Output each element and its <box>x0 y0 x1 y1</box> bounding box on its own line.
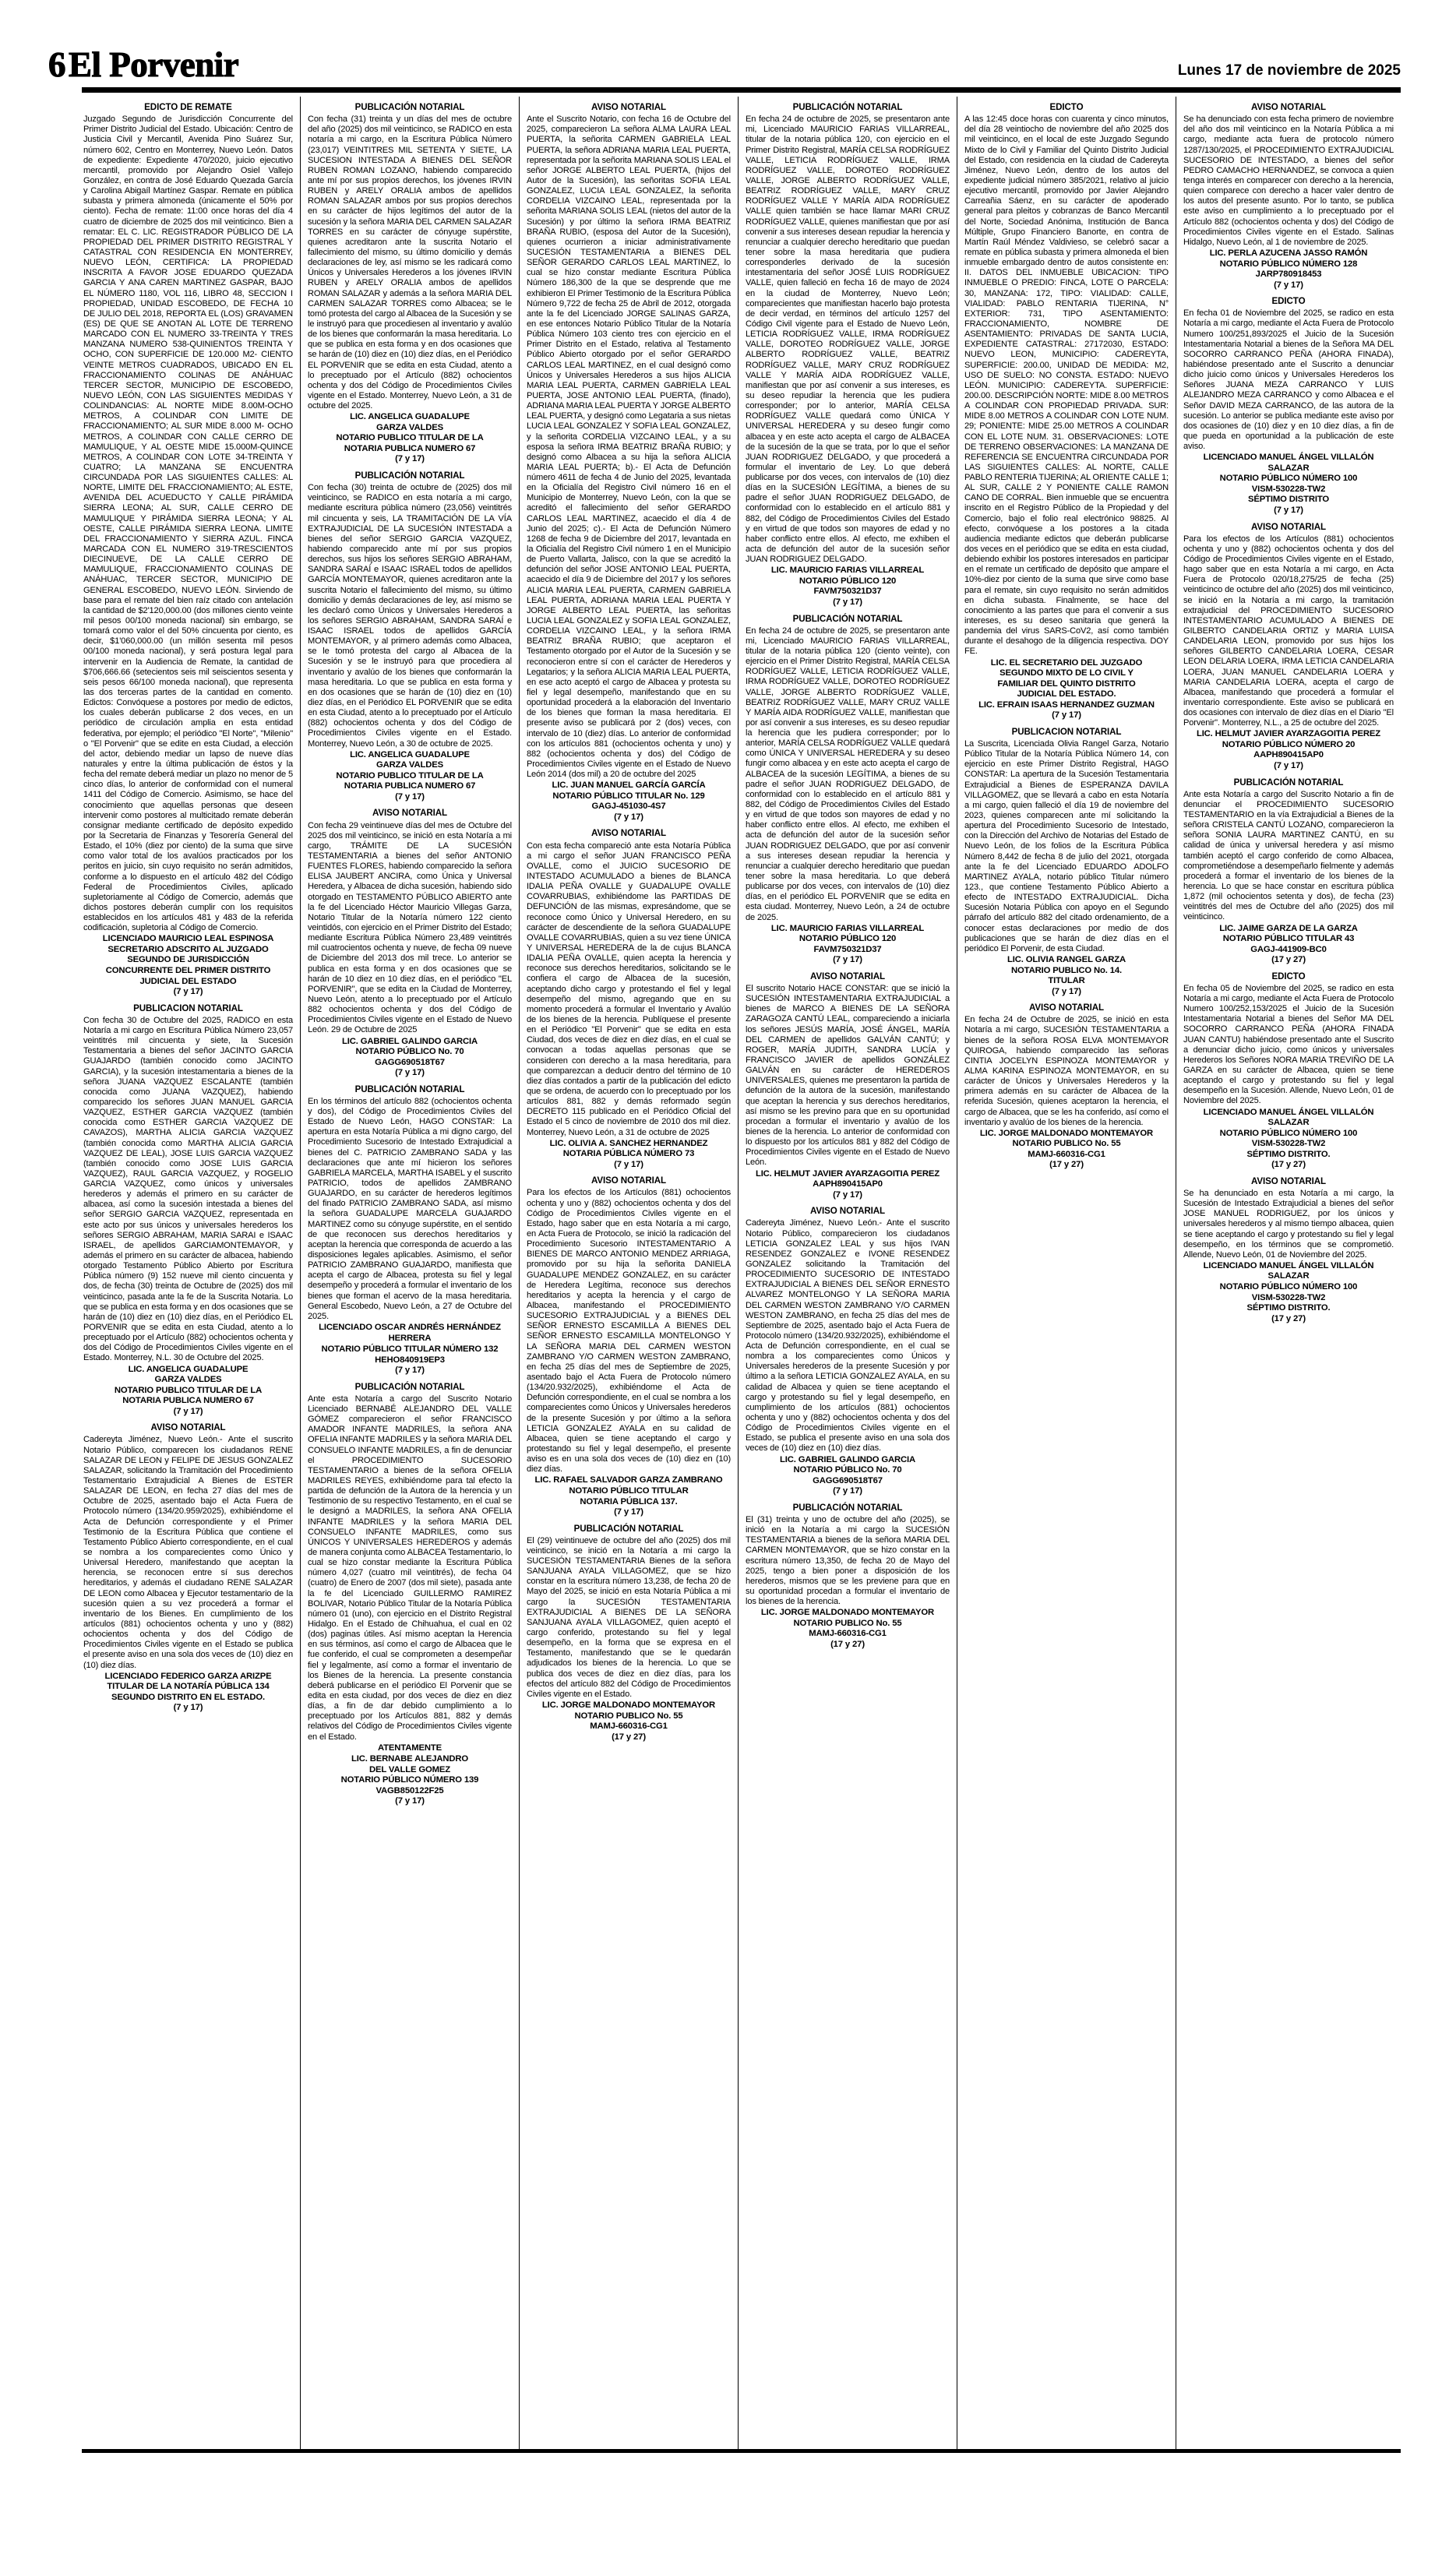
ad-publication-dates: (7 y 17) <box>395 791 425 802</box>
masthead-brand <box>48 45 239 84</box>
masthead-date: Lunes 17 de noviembre de 2025 <box>1177 62 1401 79</box>
ad-heading: PUBLICACIÓN NOTARIAL <box>354 470 465 481</box>
ad-heading: PUBLICACIÓN NOTARIAL <box>354 1084 465 1094</box>
ad-signature-line: NOTARIO PUBLICO TITULAR DE LA <box>336 770 484 781</box>
classified-ad <box>308 470 512 803</box>
ad-body-text: Con esta fecha compareció ante esta Notaría Pública a mi cargo el señor JUAN FRANCISCO PEÑA OVALLE, como el JUICIO SUCESORIO DE INTESTADO ACUMULADO a bienes de BLANCA IDALIA PEÑA OVALLE y GUADALUPE OVALLE COVARRUBIAS, exhibiéndome las PARTIDAS DE DEFUNCIÓN de las mismas, expresándome, que se reconoce como Único y Universal Heredero, en su carácter de descendiente de la señora GUADALUPE OVALLE COVARRUBIAS, quien a su vez tiene ÚNICA Y UNIVERSAL HEREDERA de la de cujus BLANCA IDALIA PEÑA OVALLE, quien acepta la herencia y reconoce sus derechos hereditarios, solicitando se le confiera el cargo de Albacea de la sucesión, aceptando dicho cargo y protestando el fiel y legal desempeño del mismo, agregando que en su momento procederá a formular el Inventario y Avalúo de los bienes de la herencia. Publíquese el presente en el Periódico "El Porvenir" que se edita en esta Ciudad, dos veces de diez en diez días, en el cual se convocan a todas aquellas personas que se consideren con derecho a la masa hereditaria, para que comparezcan a deducir dentro del término de 10 diez días contados a partir de la publicación del edicto que se ordena, de acuerdo con lo preceptuado por los artículos 881, 882 y demás reformado según DECRETO 115 publicado en el Periódico Oficial del Estado el 5 cinco de noviembre de 2010 dos mil diez. Monterrey, Nuevo León, a 31 de octubre de 2025 <box>527 840 731 1137</box>
classified-ad <box>746 971 950 1200</box>
ad-signature-block <box>964 955 1169 997</box>
column-1 <box>82 97 301 2449</box>
ad-signature-line: GAGJ-441909-BC0 <box>1250 944 1327 954</box>
ad-signature-line: LIC. GABRIEL GALINDO GARCIA <box>780 1454 915 1464</box>
ad-signature-line: NOTARIO PUBLICO No. 14. <box>1011 965 1122 975</box>
ad-signature-line: AAPH890415AP0 <box>1253 750 1324 760</box>
masthead <box>33 0 1416 87</box>
ad-signature-line: NOTARIO PÚBLICO TITULAR NÚMERO 132 <box>321 1344 499 1355</box>
ad-signature-block <box>1183 1108 1394 1171</box>
ad-signature-block <box>527 1139 731 1171</box>
ad-publication-dates: (7 y 17) <box>614 1507 643 1517</box>
ad-signature-line: LIC. EFRAIN ISAAS HERNANDEZ GUZMAN <box>978 700 1155 710</box>
ad-signature-line: SÉPTIMO DISTRITO. <box>1246 1303 1331 1313</box>
ad-signature-line: NOTARIO PUBLICO No. 55 <box>574 1711 683 1721</box>
classified-ad <box>527 1524 731 1743</box>
ad-signature-block <box>527 781 731 823</box>
page-number: 6 <box>48 45 65 84</box>
ad-signature-line: TITULAR <box>1048 976 1085 986</box>
ad-signature-block <box>308 1344 512 1376</box>
ad-heading: AVISO NOTARIAL <box>591 102 667 112</box>
ad-publication-dates: (17 y 27) <box>612 1732 646 1742</box>
ad-signature-block <box>83 1365 293 1418</box>
ad-signature-line: VAGB850122F25 <box>375 1785 444 1795</box>
ad-signature-block <box>1183 1261 1394 1324</box>
ad-signature-block <box>527 1475 731 1517</box>
ad-signature-line: FAMILIAR DEL QUINTO DISTRITO <box>997 678 1136 689</box>
classified-ad <box>746 1503 950 1651</box>
ad-signature-line: LICENCIADO MANUEL ÁNGEL VILLALÓN SALAZAR <box>1203 1107 1374 1128</box>
ad-signature-block <box>308 1037 512 1079</box>
ad-signature-line: GAGG690518T67 <box>813 1475 883 1485</box>
ad-signature-block <box>1183 248 1394 291</box>
ad-signature-line: GARZA VALDES <box>375 422 444 432</box>
classified-ad <box>964 102 1169 721</box>
ad-signature-line: LIC. JUAN MANUEL GARCÍA GARCÍA <box>552 781 706 791</box>
classified-ad <box>1183 296 1394 516</box>
ad-signature-line: VISM-530228-TW2 <box>1251 1292 1326 1302</box>
ad-heading: PUBLICACION NOTARIAL <box>133 1003 243 1013</box>
ad-signature-line: LICENCIADO MANUEL ÁNGEL VILLALÓN SALAZAR <box>1203 1260 1374 1281</box>
ad-heading: AVISO NOTARIAL <box>1250 102 1327 112</box>
ad-signature-line: LIC. EL SECRETARIO DEL JUZGADO <box>990 657 1143 668</box>
ad-heading: EDICTO DE REMATE <box>144 102 232 112</box>
ad-signature-block <box>746 1169 950 1201</box>
ad-signature-line: NOTARIO PÚBLICO NÚMERO 100 <box>1219 1282 1358 1292</box>
ad-body-text: Para los efectos de los Artículos (881) ochocientos ochenta y uno y (882) ochocientos ochenta y dos del Código de Procedimientos Civiles vigente en el Estado, hago saber que en esta Notaría a mi cargo, en Acta Fuera de Protocolo 020/18,275/25 de fecha (25) veinticinco de octubre del año (2025) dos mil veinticinco, se inició en la Notaría a mi cargo, la tramitación extrajudicial del PROCEDIMIENTO SUCESORIO INTESTAMENTARIO ACUMULADO A BIENES DE GILBERTO CANDELARIA ORTIZ y MARIA LUISA CANDELARIA LEON, promovido por sus hijos los señores GILBERTO CANDELARIA LOERA, CESAR LEON DELARIA LOERA, IRMA LETICIA CANDELARIA LOERA, JUAN MANUEL CANDELARIA LOERA y MARIA CANDELARIA LOERA, acepta el cargo de Albacea, manifestando que procederá a formular el inventario correspondiente. Este aviso se publicará en dos ocasiones con intervalo de diez días en el Diario "El Porvenir". Monterrey, N.L., a 25 de octubre del 2025. <box>1183 534 1394 728</box>
ad-publication-dates: (17 y 27) <box>1271 1313 1306 1323</box>
ad-heading: PUBLICACIÓN NOTARIAL <box>354 1381 465 1392</box>
ad-body-text: Ante esta Notaría a cargo del Suscrito Notario Licenciado BERNABÉ ALEJANDRO DEL VALLE GÓMEZ comparecieron el señor FRANCISCO AMADOR INFANTE MADRILES, la señora ANA OFELIA INFANTE MADRILES y la señora MARIA DEL CONSUELO INFANTE MADRILES, a fin de denunciar el PROCEDIMIENTO SUCESORIO TESTAMENTARIO a bienes de la señora OFELIA MADRILES REYES, exhibiéndome para tal efecto la partida de defunción de la Autora de la herencia y un Testimonio de su respectivo Testamento, en el cual se le designó a MADRILES, la señora ANA OFELIA INFANTE MADRILES y la señora MARIA DEL CONSUELO INFANTE MADRILES, como sus ÚNICOS Y UNIVERSALES HEREDEROS y además de manera conjunta como ALBACEA Testamentario, lo cual se hizo constar mediante la Escritura Pública número 4,027 (cuatro mil veintitrés), de fecha 04 (cuatro) de Enero de 2007 (dos mil siete), pasada ante la fe del Licenciado GUILLERMO RAMIREZ BOLIVAR, Notario Público Titular de la Notaría Pública número 01 (uno), con ejercicio en el Distrito Registral Hidalgo. En el Estado de Chihuahua, el cual en 02 (dos) paginas útiles. Así mismo aceptan la Herencia en sus términos, así como el cargo de Albacea que le fue conferido, el cual se comprometen a desempeñar fiel y legalmente, así como a formar el inventario de los Bienes de la herencia. La presente constancia deberá publicarse en el periódico El Porvenir que se edita en esta ciudad, por dos veces de diez en diez días, a fin de dar debido cumplimiento a lo preceptuado por los Artículos 881, 882 y demás relativos del Código de Procedimientos Civiles vigente en el Estado. <box>308 1394 512 1742</box>
classified-ad <box>964 1003 1169 1171</box>
ad-heading: AVISO NOTARIAL <box>1250 521 1327 532</box>
bottom-rule <box>82 2449 1401 2453</box>
ad-heading: EDICTO <box>1271 971 1306 981</box>
column-4 <box>739 97 957 2449</box>
ad-body-text: Ante el Suscrito Notario, con fecha 16 de Octubre del 2025, comparecieron La señora ALMA LAURA LEAL PUERTA, la señorita CARMEN GABRIELA LEAL PUERTA, la señora ADRIANA MARIA LEAL PUERTA, representada por la señorita MARIANA SOLIS LEAL el señor JORGE ALBERTO LEAL PUERTA, (hijos del Autor de la Sucesión), las señoritas SOFIA LEAL GONZALEZ, LUCIA LEAL GONZALEZ, la señorita CORDELIA VIZCAINO LEAL, representada por la señorita MARIANA SOLIS LEAL (nietos del autor de la Sucesión) y por último la señora IRMA BEATRIZ BRAÑA RUBIO, (esposa del Autor de la Sucesión), quienes ocurrieron a iniciar administrativamente SUCESIÓN TESTAMENTARIA a BIENES DEL SEÑOR GERARDO CARLOS LEAL MARTINEZ, lo cual se hizo constar mediante Escritura Pública Número 186,300 de la que se desprende que me exhibieron El Primer Testimonio de la Escritura Pública Número 9,722 de fecha 25 de Abril de 2012, otorgada ante la fe del Licenciado JORGE SALINAS GARZA, en ese entonces Notario Público Titular de la Notaría Pública Número 103 ciento tres con ejercicio en el Primer Distrito en el Estado, relativa al Testamento Público Abierto otorgado por el señor GERARDO CARLOS LEAL MARTINEZ, en el cual designó como Únicos y Universales Herederos a sus hijos ALICIA MARIA LEAL PUERTA, CARMEN GABRIELA LEAL PUERTA, JOSE ANTONIO LEAL PUERTA, (finado), ADRIANA MARIA LEAL PUERTA Y JORGE ALBERTO LEAL PUERTA, y designó como Legataria a sus nietas LUCIA LEAL GONZALEZ Y SOFIA LEAL GONZALEZ, y la señorita CORDELIA VIZCAINO LEAL, y a su esposa la señora IRMA BEATRIZ BRAÑA RUBIO; y designó como Albacea a su hija la señora ALICIA MARIA LEAL PUERTA; b).- El Acta de Defunción número 4611 de fecha 4 de Junio del 2025, levantada en la Oficialía del Registro Civil número 16 en el Municipio de Monterrey, Nuevo León, con la que se acreditó el fallecimiento del señor GERARDO CARLOS LEAL MARTINEZ, acaecido el día 4 de Junio del 2025; c).- El Acta de Defunción Número 1268 de fecha 9 de Diciembre del 2017, levantada en la Oficialía del Registro Civil número 1 en el Municipio de Puerto Vallarta, Jalisco, con la que se acreditó la defunción del señor JOSE ANTONIO LEAL PUERTA, acaecido el día 9 de Diciembre del 2017 y los señores ALICIA MARIA LEAL PUERTA, CARMEN GABRIELA LEAL PUERTA, ADRIANA MARIA LEAL PUERTA Y JORGE ALBERTO LEAL PUERTA, las señoritas LUCIA LEAL GONZALEZ y SOFIA LEAL GONZALEZ, CORDELIA VIZCAINO LEAL, y la señora IRMA BEATRIZ BRAÑA RUBIO; que aceptaron el Testamento otorgado por el Autor de la Sucesión y se reconocieron entre sí con el carácter de Herederos y Legatarios; y la señora ALICIA MARIA LEAL PUERTA, en ese acto aceptó el cargo de Albacea y protesta su fiel y legal desempeño, manifestando que en su oportunidad procederá a la elaboración del Inventario de los bienes que forman la masa hereditaria. El presente aviso se publicará por 2 (dos) veces, con intervalo de 10 (diez) días. Lo anterior de conformidad con los artículos 881 (ochocientos ochenta y uno) y 882 (ochocientos ochenta y dos) del Código de Procedimientos Civiles vigente en el Estado de Nuevo León 2014 (dos mil) a 20 de octubre del 2025 <box>527 115 731 780</box>
ad-body-text: En fecha 24 de octubre de 2025, se presentaron ante mi, Licenciado MAURICIO FARIAS VILLARREAL, titular de la notaria pública 120 (ciento veinte), con ejercicio en el Primer Distrito Registral, MARÍA CELSA RODRÍGUEZ VALLE, LETICIA RODRÍGUEZ VALLE, IRMA RODRÍGUEZ VALLE, DOROTEO RODRÍGUEZ VALLE, JORGE ALBERTO RODRÍGUEZ VALLE, BEATRIZ RODRÍGUEZ VALLE, MARY CRUZ VALLE Y MARÍA AIDA RODRÍGUEZ VALLE, manifiestan que por así convenir a sus intereses, es su deseo repudiar la herencia que les pudiera corresponder; por lo anterior, MARÍA CELSA RODRÍGUEZ VALLE quedará como ÚNICA Y UNIVERSAL HEREDERA y su deseo fungir como albacea y en este acto acepta el cargo de ALBACEA de la sucesión LEGÍTIMA, a bienes de su padre el señor JUAN RODRIGUEZ DELGADO, de conformidad con lo establecido en el artículo 881 y 882, del Código de Procedimientos Civiles del Estado y en virtud de que todos son mayores de edad y no haber conflicto entre ellos. Al efecto, me exhiben el acta de defunción del autor de la sucesión señor JUAN RODRIGUEZ DELGADO, que por así convenir a sus intereses desean repudiar la herencia y renunciar a cualquier derecho hereditario que puedan tener sobre la masa hereditaria. Lo que deberá publicarse por dos veces, con intervalos de (10) diez días, en el periódico EL PORVENIR que se edita en esta ciudad. Monterrey, Nuevo León, a 24 de octubre de 2025. <box>746 625 950 922</box>
ad-heading: AVISO NOTARIAL <box>809 971 886 981</box>
ad-signature-line: NOTARIO PÚBLICO NÚMERO 20 <box>1222 739 1356 749</box>
ad-signature-line: NOTARIO PÚBLICO 120 <box>799 934 897 944</box>
classified-ad <box>1183 102 1394 291</box>
ad-signature-line: MAMJ-660316-CG1 <box>809 1629 887 1639</box>
ad-signature-line: LIC. RAFAEL SALVADOR GARZA ZAMBRANO <box>534 1475 723 1485</box>
ad-signature-block <box>83 934 293 997</box>
ad-signature-line: GARZA VALDES <box>375 760 444 770</box>
classified-ad <box>308 102 512 465</box>
ad-publication-dates: (7 y 17) <box>833 1189 862 1200</box>
publication-title: El Porvenir <box>69 45 239 84</box>
ad-signature-line: NOTARIO PÚBLICO NÚMERO 100 <box>1219 1128 1358 1138</box>
ad-signature-block <box>746 566 950 608</box>
ad-signature-line: LICENCIADO MANUEL ÁNGEL VILLALÓN SALAZAR <box>1203 453 1374 473</box>
classified-ad <box>746 614 950 966</box>
classified-ad <box>527 1175 731 1517</box>
ad-signature-line: FAVM750321D37 <box>813 944 882 954</box>
ad-signature-line: AAPH890415AP0 <box>813 1179 883 1189</box>
ad-signature-line: FAVM750321D37 <box>813 587 882 597</box>
ad-signature-line: NOTARIA PUBLICA NUMERO 67 <box>344 781 476 791</box>
ad-signature-line: SÉPTIMO DISTRITO <box>1247 495 1330 505</box>
classified-ad <box>1183 522 1394 772</box>
ad-body-text: En fecha 24 de Octubre de 2025, se inició en esta Notaría a mi cargo, SUCESIÓN TESTAMENTARIA a bienes de la señora ROSA ELVA MONTEMAYOR QUIROGA, habiendo comparecido las señoras CINTIA JOCELYN ESPINOZA MONTEMAYOR y ALMA KARINA ESPINOZA MONTEMAYOR, en su carácter de Únicos y Universales Herederos y la primera además en su carácter de Albacea de la referida Sucesión, quienes aceptaron la herencia, el cargo de Albacea, que se les ha conferido, así como el inventario y avalúo de los bienes de la herencia. <box>964 1015 1169 1127</box>
ad-publication-dates: (7 y 17) <box>395 1796 425 1806</box>
ad-signature-line: SEGUNDO DE JURISDICCIÓN <box>127 955 249 965</box>
ad-signature-block <box>1183 453 1394 516</box>
ad-body-text: En fecha 01 de Noviembre del 2025, se radico en esta Notaría a mi cargo, mediante el Acta Fuera de Protocolo Numero 100/251,893/2025 el Juicio de la Sucesión Intestamentaria Notarial a bienes de la Señora MA DEL SOCORRO CARRANCO PEÑA (AHORA FINADA), habiéndose presentado ante el Suscrito a denunciar dicho juicio como únicos y Universales Herederos los Señores JUANA MEZA CARRANCO Y LUIS ALEJANDRO MEZA CARRANCO y como Albacea e el Señor DAVID MEZA CARRANCO, de las autora de la sucesión. Lo anterior se publica mediante este aviso por dos ocasiones de (10) diez y en 10 diez días, a fin de que pueda en oportunidad a la publicación de este aviso. <box>1183 308 1394 452</box>
ad-signature-line: LICENCIADO MAURICIO LEAL ESPINOSA <box>102 934 274 944</box>
ad-signature-line: NOTARIO PUBLICO No. 55 <box>793 1618 902 1628</box>
classified-ad <box>1183 1176 1394 1324</box>
ad-signature-line: LIC. MAURICIO FARIAS VILLARREAL <box>770 566 925 576</box>
ad-signature-line: NOTARIA PUBLICA NUMERO 67 <box>344 443 476 453</box>
ad-signature-line: LIC. GABRIEL GALINDO GARCIA <box>342 1036 478 1046</box>
ad-publication-dates: (17 y 27) <box>1049 1160 1084 1170</box>
ad-body-text: En fecha 24 de octubre de 2025, se presentaron ante mi, Licenciado MAURICIO FARIAS VILLARREAL, titular de la notaria pública 120, con ejercicio en el Primer Distrito Registral, MARÍA CELSA RODRÍGUEZ VALLE, LETICIA RODRÍGUEZ VALLE, IRMA RODRÍGUEZ VALLE, DOROTEO RODRÍGUEZ VALLE, JORGE ALBERTO RODRÍGUEZ VALLE, BEATRIZ RODRÍGUEZ VALLE, MARY CRUZ RODRÍGUEZ VALLE Y MARÍA AIDA RODRÍGUEZ VALLE quien también se hace llamar MARI CRUZ RODRÍGUEZ VALLE, quienes manifiestan que por así convenir a sus intereses desean repudiar la herencia y renunciar a cualquier derecho hereditario que puedan tener sobre la masa hereditaria que pudiera corresponderles derivado de la sucesión intestamentaria del señor JOSÉ LUIS RODRÍGUEZ VALLE, quien falleció en fecha 16 de mayo de 2024 en la ciudad de Monterrey, Nuevo León; comparecientes que manifiestan hacerlo bajo protesta de decir verdad, en términos del artículo 1257 del Código Civil vigente para el Estado de Nuevo León, LETICIA RODRÍGUEZ VALLE, IRMA RODRÍGUEZ VALLE, DOROTEO RODRÍGUEZ VALLE, JORGE ALBERTO RODRÍGUEZ VALLE, BEATRIZ RODRÍGUEZ VALLE, MARY CRUZ RODRÍGUEZ VALLE Y MARÍA AIDA RODRÍGUEZ VALLE, manifiestan que por así convenir a sus intereses, es su deseo repudiar la herencia que les pudiera corresponder; por lo anterior, MARÍA CELSA RODRÍGUEZ VALLE quedará como ÚNICA Y UNIVERSAL HEREDERA y su deseo fungir como albacea y en este acto acepta el cargo de ALBACEA de la sucesión de la que se trata, por lo que el señor JUAN RODRIGUEZ DELGADO, y que procederá a formular el inventario de Ley. Lo que deberá publicarse por dos veces, con intervalos de (10) diez días en la SUCESIÓN LEGÍTIMA, a bienes de su padre el señor JUAN RODRIGUEZ DELGADO, de conformidad con lo establecido en el artículo 881 y 882, del Código de Procedimientos Civiles del Estado y en virtud de que todos son mayores de edad y no haber conflicto entre ellos. Al efecto, me exhiben el acta de defunción del autor de la sucesión señor JUAN RODRIGUEZ DELGADO. <box>746 115 950 565</box>
classified-ad <box>83 1422 293 1714</box>
classified-ad <box>308 808 512 1078</box>
ad-heading: PUBLICACIÓN NOTARIAL <box>354 102 465 112</box>
ad-publication-dates: (17 y 27) <box>830 1639 865 1649</box>
ad-publication-dates: (7 y 17) <box>833 1486 862 1496</box>
ad-publication-dates: (7 y 17) <box>395 1068 425 1078</box>
ad-signature-line: NOTARIO PÚBLICO 120 <box>799 576 897 586</box>
ad-publication-dates: (7 y 17) <box>173 1703 203 1713</box>
ad-signature-block <box>746 1608 950 1650</box>
ad-body-text: Para los efectos de los Artículos (881) ochocientos ochenta y uno y (882) ochocientos ochenta y dos del Código de Procedimientos Civiles vigente en el Estado, hago saber que en esta Notaría a mi cargo, en Acta Fuera de Protocolo, se inició la radicación del Procedimiento Sucesorio INTESTAMENTARIO A BIENES DE MARCO ANTONIO MENDEZ ARRIAGA, promovido por su hija la señorita DANIELA GUADALUPE MENDEZ GONZALEZ, en su carácter de Heredera Legítima, reconoce sus derechos hereditarios y acepta la herencia y el cargo de Albacea, manifestando el PROCEDIMIENTO SUCESORIO EXTRAJUDICIAL y a BIENES DEL SEÑOR ERNESTO ESCAMILLA A BIENES DEL SEÑOR ERNESTO ESCAMILLA MONTELONGO Y LA SEÑORA MARIA DEL CARMEN WESTON ZAMBRANO Y/O CARMEN WESTON ZAMBRANO, en fecha 25 días del mes de Septiembre de 2025, asentado bajo el Acta Fuera de Protocolo número (134/20.932/2025), exhibiéndome el Acta de Defunción correspondiente, en el cual se nombra a los comparecientes como Únicos y Universales herederos de la presente Sucesión y por último a la señora LETICIA GONZALEZ AYALA en su calidad de Albacea, quien se tiene aceptando el cargo y protestando su fiel y legal desempeño, el presente aviso es en una sola dos veces de (10) diez en (10) diez días. <box>527 1188 731 1475</box>
ad-signature-line: SEGUNDO DISTRITO EN EL ESTADO. <box>111 1692 265 1702</box>
classified-ad <box>746 102 950 608</box>
ad-body-text: Se ha denunciado en esta Notaría a mi cargo, la Sucesión de Intestado Extrajudicial a bienes del señor JOSE MANUEL RODRIGUEZ, por los únicos y universales herederos y al mismo tiempo albacea, quien se tiene aceptando el cargo y protestando su fiel y legal desempeño, en los términos que se comprometió. Allende, Nuevo León, 01 de Noviembre del 2025. <box>1183 1188 1394 1260</box>
classified-ad <box>83 102 293 998</box>
ad-body-text: En los términos del artículo 882 (ochocientos ochenta y dos), del Código de Procedimientos Civiles del Estado de Nuevo León, HAGO CONSTAR: La apertura en esta Notaría Pública a mi digno cargo, del Procedimiento Sucesorio de Intestado Extrajudicial a bienes del C. PATRICIO ZAMBRANO SADA y las declaraciones que ante mí hicieron los señores GABRIELA MARCELA, MARTHA ISABEL y el suscrito PATRICIO, todos de apellidos ZAMBRANO GUAJARDO, en su carácter de herederos legítimos del finado PATRICIO ZAMBRANO SADA, así mismo la señora GUADALUPE MARCELA GUAJARDO MARTINEZ como su cónyuge supérstite, en el sentido de que reconocen sus derechos hereditarios y aceptan la herencia que corresponda de acuerdo a las disposiciones legales aplicables. Asimismo, el señor PATRICIO ZAMBRANO GUAJARDO, manifiesta que acepta el cargo de Albacea, protesta su fiel y legal desempeño y procederá a formular el inventario de los bienes que forman el acervo de la masa hereditaria. General Escobedo, Nuevo León, a 27 de Octubre del 2025. <box>308 1096 512 1321</box>
ad-signature-line: CONCURRENTE DEL PRIMER DISTRITO <box>105 966 271 976</box>
column-6 <box>1176 97 1395 2449</box>
classified-ad <box>308 1084 512 1376</box>
ad-heading: PUBLICACION NOTARIAL <box>1011 726 1122 737</box>
ad-signature-line: LIC. BERNABE ALEJANDRO <box>351 1754 469 1764</box>
ad-signature-block <box>746 1455 950 1497</box>
ad-signature-line: LIC. ANGELICA GUADALUPE <box>350 749 470 759</box>
ad-signature-line: LIC. HELMUT JAVIER AYARZAGOITIA PEREZ <box>1196 729 1381 739</box>
ad-signature-line: LIC. ANGELICA GUADALUPE <box>350 412 470 422</box>
ad-signature-line: GAGJ-451030-4S7 <box>591 802 666 812</box>
ad-signature-block <box>527 1700 731 1743</box>
ad-signature-block <box>1183 729 1394 771</box>
ad-publication-dates: (7 y 17) <box>1052 986 1081 996</box>
ad-body-text: Cadereyta Jiménez, Nuevo León.- Ante el suscrito Notario Público, comparecieron los ciudadanos LETICIA GONZALEZ LEAL y sus hijos IVAN RESENDEZ GONZALEZ e IVONE RESENDEZ GONZALEZ solicitando la Tramitación del PROCEDIMIENTO SUCESORIO DE INTESTADO EXTRAJUDICIAL A BIENES DEL SEÑOR ERNESTO ALVAREZ MONTELONGO Y LA SEÑORA MARIA DEL CARMEN WESTON ZAMBRANO Y/O CARMEN WESTON ZAMBRANO, en fecha 25 días del mes de Septiembre de 2025, asentado bajo el Acta Fuera de Protocolo número (134/20.932/2025), exhibiéndome el Acta de Defunción correspondiente, en el cual se nombra a los comparecientes como Únicos y Universales herederos de la presente Sucesión y por último a la señora LETICIA GONZALEZ AYALA, en su calidad de Albacea y quien se tiene aceptando el cargo y protestando su fiel y legal desempeño, en cumplimiento de los artículos (881) ochocientos ochenta y uno y (882) ochocientos ochenta y dos del Código de Procedimientos Civiles vigente en el Estado, se publica el presente aviso en una sola dos veces de (10) diez en (10) diez días. <box>746 1218 950 1454</box>
ad-heading: AVISO NOTARIAL <box>591 828 667 839</box>
ad-publication-dates: (7 y 17) <box>395 454 425 464</box>
ad-signature-line: LIC. PERLA AZUCENA JASSO RAMÓN <box>1209 248 1368 258</box>
ad-body-text: El suscrito Notario HACE CONSTAR: que se inició la SUCESIÓN INTESTAMENTARIA EXTRAJUDICIAL a bienes de MARCO A BIENES DE LA SEÑORA ZARAGOZA CANTÚ LEAL, compareciendo a iniciarla los señores JESÚS MARÍA, JOSÉ ÁNGEL, MARÍA DEL CARMEN de apellidos GALVÁN CANTÚ; y ROGER, MARÍA JUDITH, SANDRA LUCÍA y FRANCISCO JAVIER de apellidos GONZÁLEZ GALVÁN en su carácter de HEREDEROS UNIVERSALES, quienes me presentaron la partida de defunción de la autora de la sucesión, manifestando que aceptan la herencia y sus derechos hereditarios, así mismo se les previno para que en su oportunidad procedan a formular el inventario y avalúo de los bienes de la herencia. Lo anterior de conformidad con lo dispuesto por los artículos 881 y 882 del Código de Procedimientos Civiles vigente en el Estado de Nuevo León. <box>746 984 950 1168</box>
ad-signature-line: GARZA VALDES <box>154 1375 222 1385</box>
ad-publication-dates: (7 y 17) <box>833 955 862 965</box>
ad-body-text: La Suscrita, Licenciada Olivia Rangel Garza, Notario Público Titular de la Notaría Pública Número 14, con ejercicio en este Primer Distrito Registral, HAGO CONSTAR: La apertura de la Sucesión Testamentaria Extrajudicial a Bienes de ESPERANZA DAVILA VILLAGOMEZ, que se llevará a cabo en esta Notaría a mi cargo, quien falleció el día 19 de noviembre del 2023, quienes comparecen ante mí solicitando la apertura del Procedimiento Sucesorio de Intestado, con la Dirección del Archivo de Notarias del Estado de Nuevo León, de los folios de la Escritura Pública Número 8,442 de fecha 8 de julio del 2021, otorgada ante la fe del Licenciado EDUARDO ADOLFO MARTINEZ AYALA, notario público Titular número 123., que contiene Testamento Público Abierto a efecto de INTESTADO EXTRAJUDICIAL. Dicha Sucesión Notaria Pública con apoyo en el Segundo párrafo del artículo 882 del citado ordenamiento, de a conocer estas declaraciones por medio de dos publicaciones que se harán de diez días en el periódico El Porvenir, de esta Ciudad. <box>964 739 1169 953</box>
ad-publication-dates: (7 y 17) <box>395 1366 425 1376</box>
ad-body-text: Con fecha (30) treinta de octubre de (2025) dos mil veinticinco, se RADICO en esta notaría a mi cargo, mediante escritura pública número (23,056) veintitrés mil cincuenta y seis, LA TRAMITACIÓN DE LA VÍA EXTRAJUDICIAL DE LA SUCESIÓN INTESTADA a bienes del señor SERGIO GARCIA VAZQUEZ, habiendo comparecido ante mí por sus propios derechos, sus hijos los señores SERGIO ABRAHAM, SANDRA SARAÍ e ISAAC ISRAEL todos de apellidos GARCÍA MONTEMAYOR, quienes acreditaron ante la suscrita Notario el fallecimiento del mismo, su último domicilio y demás declaraciones de ley, así mismo se les declaró como Únicos y Universales Herederos a los señores SERGIO ABRAHAM, SANDRA SARAÍ e ISAAC ISRAEL todos de apellidos GARCÍA MONTEMAYOR, y al primero además como Albacea, se le tomó protesta del cargo al Albacea de la Sucesión y se le instruyó para que procediera al inventario y avalúo de los bienes que conformarán la masa hereditaria. Lo que se publica en esta forma y en dos ocasiones que se harán de (10) diez en (10) diez días, en el Periódico EL PORVENIR que se edita en esta Ciudad, atento a lo preceptuado por el Artículo (882) ochocientos ochenta y dos del Código de Procedimientos Civiles vigente en el Estado. Monterrey, Nuevo León, a 30 de octubre de 2025. <box>308 483 512 749</box>
ad-signature-line: GAGG690518T67 <box>375 1057 445 1067</box>
classified-ad <box>964 727 1169 997</box>
ad-signature-line: LIC. OLIVIA A. SANCHEZ HERNANDEZ <box>549 1138 708 1148</box>
ad-body-text: Juzgado Segundo de Jurisdicción Concurrente del Primer Distrito Judicial del Estado. Ubicación: Centro de Justicia Civil y Mercantil, Avenida Pino Suárez Sur, número 602, Centro en Monterrey, Nuevo León. Datos de expediente: Expediente 470/2020, juicio ejecutivo mercantil, promovido por Alejandro Osiel Vallejo González, en contra de José Eduardo Quezada García y Carolina Abigaíl Martínez Gaspar. Remate en pública subasta y primera almoneda (únicamente el 50% por ciento). Fecha de remate: 11:00 once horas del día 4 cuatro de diciembre de 2025 dos mil veinticinco. Bien a rematar: EL C. LIC. REGISTRADOR PÚBLICO DE LA PROPIEDAD DEL PRIMER DISTRITO REGISTRAL Y CATASTRAL CON RESIDENCIA EN MONTERREY, NUEVO LEÓN, CERTIFICA: LA PROPIEDAD INSCRITA A FAVOR JOSE EDUARDO QUEZADA GARCIA Y ANA CAREN MARTINEZ GASPAR, BAJO EL NÚMERO 1180, VOL 116, LIBRO 48, SECCION I PROPIEDAD, UNIDAD ESCOBEDO, DE FECHA 10 DE JULIO DEL 2018, REPORTA EL (LOS) GRAVAMEN (ES) DE QUE SE ANOTAN AL LOTE DE TERRENO MARCADO CON EL NUMERO 33-TREINTA Y TRES MANZANA NUMERO 538-QUINIENTOS TREINTA Y OCHO, CON SUPERFICIE DE 120.000 M2- CIENTO VEINTE METROS CUADRADOS, UBICADO EN EL FRACCIONAMIENTO COLINAS DE ANÁHUAC TERCER SECTOR, MUNICIPIO DE ESCOBEDO, NUEVO LEÓN, CON LAS SIGUIENTES MEDIDAS Y COLINDANCIAS: AL NORTE MIDE 8.00M-OCHO METROS, A COLINDAR CON LIMITE DE FRACCIONAMIENTO; AL SUR MIDE 8.000 M- OCHO METROS, A COLINDAR CON CALLE CERRO DE MAMULIQUE, Y AL OESTE MIDE 15.000M-QUINCE METROS, A COLINDAR CON LOTE 34-TREINTA Y CUATRO; LA MANZANA SE ENCUENTRA CIRCUNDADA POR LAS SIGUIENTES CALLES: AL NORTE, LIMITE DEL FRACCIONAMIENTO; AL ESTE, AVENIDA DEL ACUEDUCTO Y CALLE PIRÁMIDA SIERRA LEONA; AL SUR, CALLE CERRO DE MAMULIQUE Y PIRÁMIDA SIERRA LEONA; Y AL OESTE, CALLE PIRÁMIDA SIERRA LEONA. LIMITE DEL FRACCIONAMIENTO Y SIERRA AZUL. FINCA MARCADA CON EL NUMERO 319-TRESCIENTOS DIECINUEVE, DE LA CALLE CERRO DE MAMULIQUE, FRACCIONAMIENTO COLINAS DE ANÁHUAC, TERCER SECTOR, MUNICIPIO DE GENERAL ESCOBEDO, NUEVO LEÓN. Sirviendo de base para el remate del bien raíz citado con antelación la cantidad de $2'120,000.00 (dos millones ciento veinte mil pesos 00/100 moneda nacional) sin embargo, se tomará como valor el del 50% cincuenta por ciento, es decir, $1'060,000.00 (un millón sesenta mil pesos 00/100 moneda nacional), y será postura legal para intervenir en la Audiencia de Remate, la cantidad de $706,666.66 (setecientos seis mil seiscientos sesenta y seis pesos 66/100 moneda nacional), que representa las dos terceras partes de la cantidad en comento. Edictos: Convóquese a postores por medio de edictos, los cuales deberán publicarse 2 dos veces, en un periódico de circulación amplia en esta entidad federativa, por ejemplo; el periódico "El Norte", "Milenio" o "El Porvenir" que se edite en esta Ciudad, a elección del actor, debiendo mediar un lapso de nueve días naturales y entre la última publicación de éstos y la fecha del remate deberá mediar un plazo no menor de 5 cinco días, lo anterior de conformidad con el numeral 1411 del Código de Comercio. Asimismo, se hace del conocimiento que aquellas personas que deseen intervenir como postores al multicitado remate deberán consignar mediante certificado de depósito expedido por la Secretaria de Finanzas y Tesorería General del Estado, el 10% (diez por ciento) de la suma que sirve como valor total de los avalúos practicados por los peritos en juicio, sin cuyo requisito no serán admitidos, conforme a lo dispuesto en el artículo 482 del Código Federal de Procedimientos Civiles, aplicado supletoriamente al Código de Comercio, además que dichos postores deberán cumplir con los requisitos establecidos en los artículos 481 y 483 de la referida codificación, supletoria al Código de Comercio. <box>83 115 293 933</box>
ad-signature-line: LIC. JORGE MALDONADO MONTEMAYOR <box>760 1608 935 1618</box>
ad-publication-dates: (7 y 17) <box>1274 506 1303 515</box>
ad-body-text: Cadereyta Jiménez, Nuevo León.- Ante el suscrito Notario Público, comparecen los ciudadanos RENE SALAZAR DE LEON y FELIPE DE JESUS GONZALEZ SALAZAR, solicitando la Tramitación del Procedimiento Testamentario Extrajudicial A Bienes de ESTER SALAZAR DE LEON, en fecha 27 días del mes de Octubre de 2025, asentado bajo el Acta Fuera de Protocolo número (134/20.959/2025), exhibiéndome el Acta de Defunción correspondiente y el Primer Testimonio de la Escritura Pública que contiene el Testamento Público Abierto correspondiente, en el cual se nombra a los comparecientes como Único y Universal Heredero, manifestando que aceptan la herencia, se reconocen entre sí sus derechos hereditarios, y además el ciudadano RENE SALAZAR DE LEON como Albacea y Ejecutor testamentario de la sucesión quien a su vez procederá a formar el inventario de los Bienes. En cumplimiento de los artículos (881) ochocientos ochenta y uno y (882) ochocientos ochenta y dos del Código de Procedimientos Civiles vigente en el Estado se publica el presente aviso en una sola dos veces de (10) diez en (10) diez días. <box>83 1435 293 1670</box>
ad-publication-dates: (7 y 17) <box>1274 761 1303 770</box>
ad-publication-dates: (7 y 17) <box>173 1406 203 1416</box>
ad-signature-line: NOTARIO PÚBLICO TITULAR No. 129 <box>552 791 705 801</box>
ad-signature-block <box>308 750 512 803</box>
ad-heading: AVISO NOTARIAL <box>1250 1175 1327 1186</box>
ad-signature-line: VISM-530228-TW2 <box>1251 1139 1326 1149</box>
ad-body-text: Con fecha 29 veintinueve días del mes de Octubre del 2025 dos mil veinticinco, se inició en esta Notaría a mi cargo, TRÁMITE DE LA SUCESIÓN TESTAMENTARIA a bienes del señor ANTONIO FUENTES FLORES, habiendo comparecido la señora ELISA JAUBERT ANCIRA, como Única y Universal Heredera, y Albacea de dicha sucesión, habiendo sido otorgado en TESTAMENTO PÚBLICO ABIERTO ante la fe del Licenciado Héctor Mauricio Villegas Garza, Notario Titular de la Notaría número 122 ciento veintidós, con ejercicio en el Primer Distrito del Estado; mediante Escritura Pública Número 23,489 veintitrés mil cuatrocientos ochenta y nueve, de fecha 09 nueve de Diciembre del 2013 dos mil trece. Lo anterior se publica en esta forma y en dos ocasiones que se harán de 10 diez en 10 diez días, en el periódico "EL PORVENIR", que se edita en la Ciudad de Monterrey, Nuevo León, atento a lo preceptuado por el Artículo 882 ochocientos ochenta y dos del Código de Procedimientos Civiles vigente en el Estado de Nuevo León. 29 de Octubre de 2025 <box>308 820 512 1035</box>
ad-signature-block <box>964 1129 1169 1171</box>
ad-signature-line: NOTARIA PÚBLICA 137. <box>580 1496 678 1506</box>
ad-publication-dates: (7 y 17) <box>173 987 203 997</box>
ad-publication-dates: (7 y 17) <box>1052 710 1081 721</box>
ad-signature-line: LIC. JORGE MALDONADO MONTEMAYOR <box>979 1128 1154 1138</box>
ad-signature-line: NOTARIA PÚBLICA NÚMERO 73 <box>562 1149 695 1159</box>
classified-ad <box>527 828 731 1170</box>
ad-signature-block <box>746 924 950 966</box>
ad-publication-dates: (7 y 17) <box>1274 280 1303 290</box>
ad-signature-line: LIC. OLIVIA RANGEL GARZA <box>1007 954 1126 964</box>
ad-heading: AVISO NOTARIAL <box>809 1206 886 1217</box>
ad-heading: AVISO NOTARIAL <box>1028 1003 1105 1013</box>
ad-signature-line: NOTARIA PUBLICA NUMERO 67 <box>122 1396 254 1406</box>
classifieds-grid <box>82 97 1401 2449</box>
ad-signature-line: SECRETARIO ADSCRITO AL JUZGADO <box>108 944 269 954</box>
ad-signature-line: LIC. JORGE MALDONADO MONTEMAYOR <box>541 1700 716 1710</box>
ad-publication-dates: (17 y 27) <box>1271 1160 1306 1170</box>
ad-publication-dates: (7 y 17) <box>614 812 643 822</box>
ad-signature-line: NOTARIO PÚBLICO NÚMERO 128 <box>1219 259 1358 269</box>
ad-signature-line: LICENCIADO FEDERICO GARZA ARIZPE <box>104 1671 272 1681</box>
ad-signature-line: NOTARIO PÚBLICO No. 70 <box>793 1465 902 1475</box>
classified-ad <box>1183 777 1394 966</box>
ad-signature-block <box>308 412 512 465</box>
ad-signature-line: NOTARIO PÚBLICO NÚMERO 100 <box>1219 474 1358 484</box>
ad-heading: PUBLICACIÓN NOTARIAL <box>792 102 903 112</box>
ad-signature-line: LIC. ANGELICA GUADALUPE <box>128 1364 249 1374</box>
ad-body-text: Con fecha 30 de Octubre del 2025, RADICO en esta Notaría a mi cargo en Escritura Pública Número 23,057 veintitrés mil cincuenta y siete, la Sucesión Testamentaria a bienes del señor JACINTO GARCIA GUAJARDO (también conocido como JACINTO GARCIA), y la sucesión intestamentaria a bienes de la señora JUANA VAZQUEZ ESCALANTE (también conocida como JUANA VAZQUEZ), habiendo comparecido los señores JUAN MANUEL GARCIA VAZQUEZ, ESTHER GARCIA VAZQUEZ (también conocida como ESTHER GARCIA VAZQUEZ DE CAVAZOS), MARTHA ALICIA GARCIA VAZQUEZ (también conocida como MARTHA ALICIA GARCIA VAZQUEZ DE LEAL), JOSE LUIS GARCIA VAZQUEZ (también conocido como JOSE LUIS GARCIA VAZQUEZ), RAUL GARCIA VAZQUEZ, y ROGELIO GARCIA VAZQUEZ, como únicos y universales herederos y además el primero en su carácter de albacea, así como la sucesión intestada a bienes del señor SERGIO GARCIA VAZQUEZ, representada en este acto por sus únicos y universales herederos los señores SERGIO ABRAHAM, MARIA SARAI e ISAAC ISRAEL, de apellidos GARCIAMONTEMAYOR, y además el primero en su carácter de albacea, habiendo otorgado Testamento Público Abierto por Escritura Pública número (9) 152 nueve mil ciento cincuenta y dos, de fecha (30) treinta de Octubre de (2025) dos mil veinticinco, pasada ante la fe de la Suscrita Notaria. Lo que se publica en esta forma y en dos ocasiones que se harán de (10) diez en (10) diez días, en el Periódico EL PORVENIR que se edita en esta Ciudad, atento a lo preceptuado por el Artículo (882) ochocientos ochenta y dos del Código de Procedimientos Civiles vigente en el Estado. Monterrey, N.L. 30 de Octubre del 2025. <box>83 1015 293 1363</box>
column-3 <box>520 97 739 2449</box>
ad-signature-block <box>964 658 1169 721</box>
ad-heading: AVISO NOTARIAL <box>372 808 448 819</box>
ad-signature-block <box>1183 924 1394 966</box>
ad-signature-line: MAMJ-660316-CG1 <box>1028 1149 1105 1159</box>
ad-signature-line: JUDICIAL DEL ESTADO. <box>1017 689 1116 700</box>
ad-signature-line: NOTARIO PUBLICO TITULAR DE LA <box>114 1385 263 1395</box>
ad-signatory-name: LICENCIADO OSCAR ANDRÉS HERNÁNDEZ HERRERA <box>319 1323 501 1343</box>
ad-signature-line: NOTARIO PÚBLICO No. 70 <box>355 1047 464 1057</box>
ad-body-text: Ante esta Notaría a cargo del Suscrito Notario a fin de denunciar el PROCEDIMIENTO SUCESORIO TESTAMENTARIO en la vía Extrajudicial a Bienes de la señora CRISTELA CANTÚ LOZANO, comparecieron la señora SONIA LAURA MARTINEZ CANTÚ, en su calidad de única y universal heredera y así mismo también aceptó el cargo conferido de como Albacea, comprometiéndose a desempeñarlo fielmente y además procederá a formar el inventario de los bienes de la herencia. Lo que se hace constar en escritura pública 1,872 (mil ochocientos setenta y dos), de fecha (23) veintitrés del mes de Octubre del año (2025) dos mil veinticinco. <box>1183 789 1394 922</box>
ad-signature-line: TITULAR DE LA NOTARÍA PÚBLICA 134 <box>107 1682 270 1692</box>
classified-ad <box>527 102 731 823</box>
ad-publication-dates: (17 y 27) <box>1271 955 1306 965</box>
ad-publication-dates: (7 y 17) <box>833 597 862 607</box>
column-5 <box>957 97 1176 2449</box>
ad-heading: PUBLICACIÓN NOTARIAL <box>792 1502 903 1513</box>
ad-signature-line: NOTARIO PÚBLICO TITULAR <box>569 1485 689 1496</box>
classified-ad <box>746 1206 950 1497</box>
ad-signature-line: NOTARIO PUBLICO No. 55 <box>1012 1139 1121 1149</box>
ad-signature-line: JARP780918453 <box>1255 270 1322 280</box>
ad-signature-block <box>308 1754 512 1807</box>
ad-body-text: Se ha denunciado con esta fecha primero de noviembre del año dos mil veinticinco en la Notaría Pública a mi cargo, mediante acta fuera de protocolo número 1287/130/2025, el PROCEDIMIENTO EXTRAJUDICIAL SUCESORIO DE INTESTADO, a bienes del señor PEDRO CAMACHO HERNANDEZ, se convoca a quien tenga interés en comparecer con derecho a la herencia, quien comparece con derecho a hacer valer dentro de los autos del presente asunto. Por lo tanto, se publica este aviso en cumplimiento a lo preceptuado por el Artículo 882 (ochocientos ochenta y dos) del Código de Procedimientos Civiles vigente en el Estado. Salinas Hidalgo, Nuevo León, al 1 de noviembre de 2025. <box>1183 115 1394 247</box>
ad-heading: PUBLICACIÓN NOTARIAL <box>792 613 903 624</box>
classified-ad <box>1183 971 1394 1171</box>
ad-body-text: Con fecha (31) treinta y un días del mes de octubre del año (2025) dos mil veinticinco, se RADICO en esta notaría a mi cargo, en la Escritura Pública Número (23,017) VEINTITRES MIL SETENTA Y SIETE, LA SUCESION INTESTADA A BIENES DEL SEÑOR RUBEN ROMAN LOZANO, habiendo comparecido ante mí por sus propios derechos, los jóvenes IRVIN RUBEN y ARELY ORALIA ambos de apellidos ROMAN SALAZAR ambos por sus propios derechos en su carácter de hijos legítimos del autor de la sucesión y la señora MARIA DEL CARMEN SALAZAR TORRES en su carácter de cónyuge supérstite, quienes acreditaron ante la suscrita Notario el fallecimiento del mismo, su último domicilio y demás declaraciones de ley, así mismo se les radicará como Únicos y Universales Herederos a los jóvenes IRVIN RUBEN y ARELY ORALIA ambos de apellidos ROMAN SALAZAR y además a la señora MARIA DEL CARMEN SALAZAR TORRES como Albacea; se le tomó protesta del cargo al Albacea de la Sucesión y se le instruyó para que procediesen al inventario y avalúo de los bienes que conformarán la masa hereditaria. Lo que se publica en esta forma y en dos ocasiones que se harán de (10) diez en (10) diez días, en el Periódico EL PORVENIR que se edita en esta Ciudad, atento a lo preceptuado por el Artículo (882) ochocientos ochenta y dos del Código de Procedimientos Civiles vigente en el Estado. Monterrey, Nuevo León, a 31 de octubre del 2025. <box>308 115 513 411</box>
ad-signature-line: SEGUNDO MIXTO DE LO CIVIL Y <box>999 668 1133 678</box>
ad-signature-line: MAMJ-660316-CG1 <box>590 1721 668 1732</box>
top-rule <box>82 87 1401 93</box>
ad-signature-line: VISM-530228-TW2 <box>1251 484 1326 494</box>
ad-heading: PUBLICACIÓN NOTARIAL <box>573 1523 684 1534</box>
ad-signature-line: NOTARIO PÚBLICO TITULAR 43 <box>1222 934 1355 944</box>
ad-signature-line: LIC. HELMUT JAVIER AYARZAGOITIA PEREZ <box>755 1168 940 1179</box>
classified-ad <box>308 1382 512 1807</box>
ad-signature-line: LIC. JAIME GARZA DE LA GARZA <box>1219 923 1358 933</box>
ad-heading: EDICTO <box>1271 296 1306 307</box>
ad-heading: PUBLICACIÓN NOTARIAL <box>1233 777 1344 788</box>
ad-body-text: A las 12:45 doce horas con cuarenta y cinco minutos, del día 28 veintiocho de noviembre del año 2025 dos mil veinticinco, en el local de este Juzgado Segundo Mixto de lo Civil y Familiar del Quinto Distrito Judicial del Estado, con residencia en la ciudad de Cadereyta Jiménez, Nuevo León, dentro de los autos del expediente judicial número 385/2021, relativo al juicio ejecutivo mercantil, promovido por Javier Alejandro Carreañia Sáenz, en su carácter de apoderado general para pleitos y cobranzas de Banco Mercantil del Norte, Sociedad Anónima, Institución de Banca Múltiple, Grupo Financiero Banorte, en contra de Martín Raúl Méndez Valdivieso, se celebró sacar a remate en pública subasta y primera almoneda el bien inmueble embargado dentro de autos consistente en: II. DATOS DEL INMUEBLE UBICACION: TIPO INMUEBLE O PREDIO: FINCA, LOTE O PARCELA: 30, MANZANA: 172, TIPO: VIALIDAD: CALLE, VIALIDAD: PABLO RENTARIA TIJERINA, N° EXTERIOR: 731, TIPO ASENTAMIENTO: FRACCIONAMIENTO, NOMBRE DE ASENTAMIENTO: PRIVADAS DE SANTA LUCIA, EXPEDIENTE CATASTRAL: 27172030, ESTADO: NUEVO LEON, MUNICIPIO: CADEREYTA, SUPERFICIE: 200.00, UNIDAD DE MEDIDA: M2, USO DE SUELO: NO CONSTA. ESTADO: NUEVO LEÓN. MUNICIPIO: CADEREYTA. SUPERFICIE: 200.00. DESCRIPCIÓN NORTE: MIDE 8.00 METROS A COLINDAR CON PROPIEDAD PRIVADA. SUR: MIDE 8.00 METROS A COLINDAR CON LOTE NUM. 29; PONIENTE: MIDE 25.00 METROS A COLINDAR CON EL LOTE NUM. 31. OBSERVACIONES: LOTE DE TERRENO OBSERVACIONES: LA MANZANA DE REFERENCIA SE ENCUENTRA CIRCUNDADA POR LAS SIGUIENTES CALLES: AL NORTE, CALLE PABLO RENTERIA TIJERINA; AL ORIENTE CALLE 1; AL SUR, CALLE 2 Y PONIENTE CALLE RAMON CANO DE CORRAL. Bien inmueble que se encuentra inscrito en el Registro Público de la Propiedad y del Comercio, bajo el folio real electrónico 98825. Al efecto, convóquese a los postores a la citada audiencia mediante edictos que deberán publicarse dos veces en el periódico que se edita en esta ciudad, debiendo exhibir los postores interesados en participar en el remate un certificado de depósito que ampare el 10%-diez por ciento de la suma que sirve como base para el remate, sin cuyo requisito no serán admitidos en dicha subasta. Finalmente, se hace del conocimiento a las partes que para el convenir a sus intereses, es su deseo sanitaria que generá la pandemia del virus SARS-CoV2, así como también durante el desahogo de la diligencia respectiva. DOY FE. <box>964 115 1169 657</box>
ad-signature-line: LIC. MAURICIO FARIAS VILLARREAL <box>770 923 925 933</box>
ad-body-text: El (29) veintinueve de octubre del año (2025) dos mil veinticinco, se inició en la Notaría a mi cargo la SUCESIÓN TESTAMENTARIA Bienes de la señora SANJUANA AYALA VILLAGOMEZ, que se hizo constar en la escritura número 13,238, de fecha 20 de Mayo del 2025, se inició en esta Notaría Pública a mi cargo la SUCESIÓN TESTAMENTARIA EXTRAJUDICIAL A BIENES DE LA SEÑORA SANJUANA AYALA VILLAGOMEZ, quien aceptó el cargo conferido, protestando su fiel y legal desempeño, en la forma que se expresa en el Testamento, manifestando que se le quedarán adjudicados los bienes de la herencia. Lo que se publica dos veces de diez en diez días, para los efectos del artículo 882 del Código de Procedimientos Civiles vigente en el Estado. <box>527 1535 731 1699</box>
classified-ad <box>83 1003 293 1418</box>
ad-signature-line: SÉPTIMO DISTRITO. <box>1246 1149 1331 1159</box>
ad-signature-line: JUDICIAL DEL ESTADO <box>139 976 237 986</box>
ad-signature-block <box>83 1672 293 1714</box>
ad-signature-line: HEHO840919EP3 <box>375 1355 445 1365</box>
ad-attentively-label: ATENTAMENTE <box>377 1743 442 1753</box>
ad-signature-line: NOTARIO PÚBLICO NÚMERO 139 <box>340 1775 479 1785</box>
ad-heading: AVISO NOTARIAL <box>150 1422 226 1433</box>
ad-publication-dates: (7 y 17) <box>614 1159 643 1169</box>
ad-body-text: En fecha 05 de Noviembre del 2025, se radico en esta Notaría a mi cargo, mediante el Acta Fuera de Protocolo Numero 100/252,153/2025 el Juicio de la Sucesión Intestamentaria Notarial a bienes del Señor MA DEL SOCORRO CARRANCO PEÑA (AHORA FINADA JUAN CANTU) habiéndose presentado ante el Suscrito a denunciar dicho juicio, como únicos y universales Herederos los Señores NORA MARIA TREVIÑO DE LA GARZA en su carácter de Albacea, quien se tiene aceptando el cargo y protestando su fiel y legal desempeño en la Sucesión. Allende, Nuevo León, 01 de Noviembre del 2025. <box>1183 983 1394 1106</box>
ad-signature-line: DEL VALLE GOMEZ <box>368 1764 451 1774</box>
ad-heading: AVISO NOTARIAL <box>591 1175 667 1186</box>
ad-signature-line: NOTARIO PUBLICO TITULAR DE LA <box>336 433 484 443</box>
ad-body-text: El (31) treinta y uno de octubre del año (2025), se inició en la Notaría a mi cargo la SUCESIÓN TESTAMENTARIA a bienes de la señora MARIA DEL CARMEN MONTEMAYOR, que se hizo constar en la escritura número 13,350, de fecha 20 de Mayo del 2025, tengo a bien poner a disposición de los herederos, mismos que se les previene para que en su oportunidad procedan a formular el inventario de los bienes de la herencia. <box>746 1514 950 1607</box>
column-2 <box>301 97 520 2449</box>
ad-heading: EDICTO <box>1049 102 1084 112</box>
